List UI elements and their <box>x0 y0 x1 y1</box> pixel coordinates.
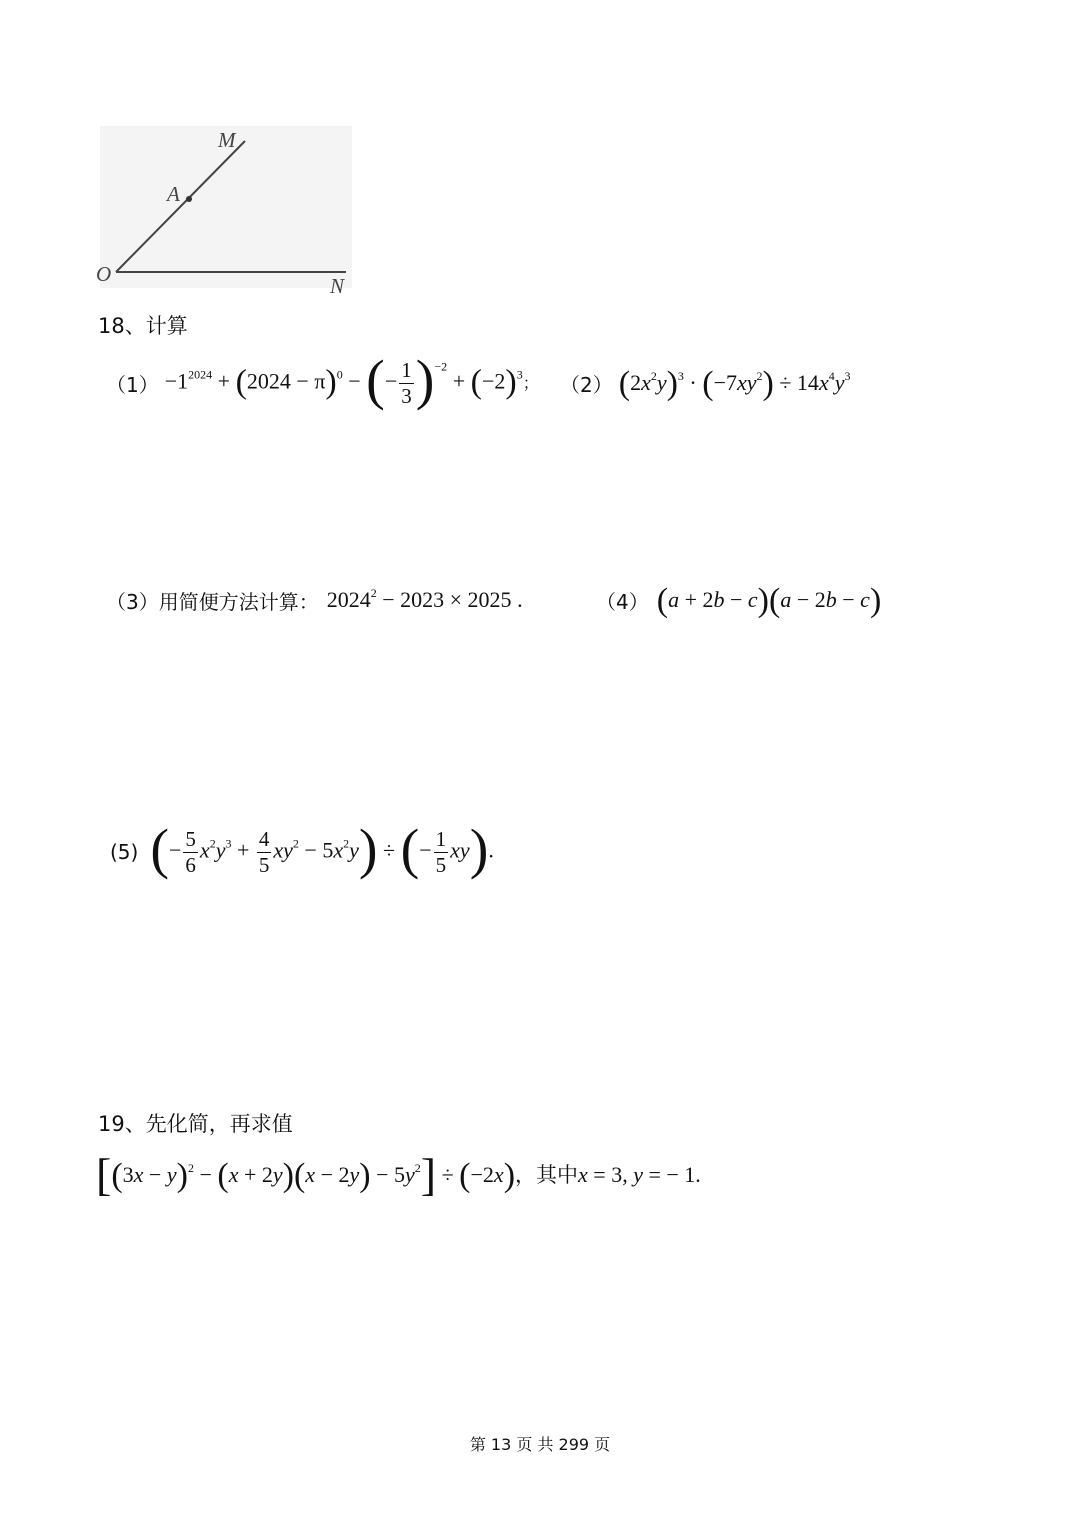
paren: ( <box>293 1157 306 1194</box>
part4-expression <box>656 582 882 619</box>
q19-minus2: − 2 <box>315 1162 350 1187</box>
p2-var-x: x <box>641 370 651 395</box>
p3-rest: − 2023 × 2025 <box>376 587 512 612</box>
p1-semicolon: ； <box>522 375 539 393</box>
p5-exp: 3 <box>225 836 232 851</box>
fraction-numerator: 1 <box>401 357 412 382</box>
p5-exp: 2 <box>292 836 299 851</box>
fraction-denominator: 3 <box>401 383 412 408</box>
part5-label: (5) <box>110 840 139 864</box>
p2-exp: 2 <box>650 369 657 383</box>
paren: ) <box>469 818 489 881</box>
q19-var-x: x <box>305 1162 316 1187</box>
p4-plus-2: + 2 <box>679 587 714 612</box>
q19-exp: 2 <box>187 1161 194 1175</box>
part3-label: （3）用简便方法计算： <box>106 589 319 614</box>
q19-plus2: + 2 <box>238 1162 273 1187</box>
fraction-denominator: 6 <box>185 852 196 877</box>
angle-figure <box>90 120 360 305</box>
p5-var-x: x <box>199 837 210 863</box>
p3-period: . <box>511 587 523 612</box>
p4-var-c: c <box>747 587 758 612</box>
p1-2024-pi: 2024 − π <box>246 368 326 394</box>
p5-var-xy: xy <box>450 837 470 863</box>
paren: ( <box>111 1157 123 1194</box>
p2-exp-4: 4 <box>828 369 835 383</box>
paren: ( <box>470 363 482 401</box>
paren: ( <box>459 1157 471 1194</box>
paren: ) <box>176 1157 188 1194</box>
q19-var-y: y <box>349 1162 360 1187</box>
fraction-denominator: 5 <box>258 852 270 877</box>
p5-div: ÷ <box>377 837 401 863</box>
label-n: N <box>330 274 345 298</box>
p4-minus: − <box>724 587 748 612</box>
p1-fraction <box>399 357 414 408</box>
q18-part1 <box>106 349 539 412</box>
q18-part5 <box>110 818 494 882</box>
paren: ) <box>358 818 378 881</box>
point-a <box>186 196 192 202</box>
p2-two: 2 <box>630 370 642 395</box>
p2-div: ÷ 14 <box>773 370 819 395</box>
p5-plus: + <box>231 837 255 863</box>
part3-expression <box>327 587 523 613</box>
p4-minus: − <box>836 587 861 612</box>
paren: ( <box>400 818 420 881</box>
q19-var-x: x <box>493 1162 504 1187</box>
q19-period: . <box>695 1162 701 1187</box>
part1-expression <box>164 349 539 412</box>
paren: ( <box>235 363 247 401</box>
p2-exp-3: 3 <box>677 369 684 383</box>
p1-exp-neg2: −2 <box>434 359 448 374</box>
p4-var-b: b <box>825 587 837 612</box>
p1-minus1: − <box>342 368 367 394</box>
p1-exp-2024: 2024 <box>188 367 213 382</box>
label-o: O <box>96 262 112 286</box>
p5-fraction <box>434 826 449 877</box>
part2-expression <box>618 365 851 402</box>
q18-part4 <box>596 580 881 620</box>
p5-var-y: y <box>215 837 226 863</box>
q19-neg2: −2 <box>470 1162 494 1187</box>
q19-minus: − <box>193 1162 218 1187</box>
label-m: M <box>218 128 236 152</box>
q19-eqm1: = − 1 <box>642 1162 696 1187</box>
fraction-numerator: 1 <box>435 826 447 851</box>
q19-var-y: y <box>272 1162 283 1187</box>
p1-exp-3: 3 <box>516 367 523 382</box>
p5-minus5: − 5 <box>298 837 334 863</box>
fraction-denominator: 5 <box>435 852 447 877</box>
p1-exp-0: 0 <box>336 367 343 382</box>
paren: ) <box>415 349 435 412</box>
paren: ( <box>366 349 385 412</box>
p2-var-xy: xy <box>737 370 757 395</box>
paren: ) <box>869 582 882 619</box>
p5-var-xy: xy <box>273 837 293 863</box>
bracket: [ <box>96 1149 112 1200</box>
q19-div: ÷ <box>436 1162 460 1187</box>
part1-label: （1） <box>106 372 159 397</box>
q19-var-x: x <box>133 1162 144 1187</box>
p2-var-y: y <box>656 370 667 395</box>
p1-plus2: + <box>447 368 471 394</box>
q19-var-y: y <box>405 1162 415 1187</box>
paren: ) <box>666 365 678 402</box>
p5-fraction <box>183 826 198 877</box>
q19-expression-line <box>96 1149 701 1200</box>
p4-var-a: a <box>780 587 792 612</box>
q18-part2 <box>560 358 850 408</box>
q19-var-x: x <box>228 1162 239 1187</box>
p4-var-a: a <box>668 587 680 612</box>
paren: ) <box>282 1157 294 1194</box>
paren: ( <box>769 582 781 619</box>
q18-part3 <box>106 582 523 618</box>
part2-label: （2） <box>560 372 613 397</box>
p3-2024: 2024 <box>326 587 371 612</box>
q19-where: ，其中 <box>515 1163 579 1187</box>
p5-var-y: y <box>349 837 359 863</box>
paren: ) <box>762 365 774 402</box>
p4-var-c: c <box>860 587 870 612</box>
p5-var-x: x <box>333 837 344 863</box>
q19-minus: − <box>143 1162 167 1187</box>
p2-exp-3: 3 <box>844 369 851 383</box>
page-footer: 第 13 页 共 299 页 <box>469 1435 611 1454</box>
p5-fraction <box>257 826 272 877</box>
paren: ) <box>325 363 337 401</box>
q19-expression <box>96 1149 701 1200</box>
p2-dot: · <box>683 370 703 395</box>
paren: ( <box>150 818 169 881</box>
p2-exp: 2 <box>756 369 763 383</box>
q19-eq3: = 3, <box>587 1162 634 1187</box>
p2-var-y: y <box>834 370 845 395</box>
p5-neg: − <box>169 837 182 863</box>
part5-expression <box>150 818 494 881</box>
p5-neg: − <box>419 837 432 863</box>
label-a: A <box>167 182 180 206</box>
p2-var-x: x <box>818 370 829 395</box>
p1-neg-one: −1 <box>164 368 189 394</box>
bracket: ] <box>420 1149 437 1200</box>
q19-minus5: − 5 <box>370 1162 405 1187</box>
p1-neg: − <box>384 368 398 394</box>
part4-label: （4） <box>596 589 649 614</box>
p4-minus-2: − 2 <box>791 587 826 612</box>
p1-neg2: −2 <box>481 368 506 394</box>
p4-var-b: b <box>713 587 725 612</box>
paren: ) <box>359 1157 371 1194</box>
p2-neg7: −7 <box>713 370 737 395</box>
paren: ( <box>702 365 714 402</box>
paren: ) <box>505 363 517 401</box>
q19-var-y: y <box>166 1162 177 1187</box>
q19-heading: 19、先化简，再求值 <box>98 1112 293 1136</box>
q19-var-y: y <box>633 1162 643 1187</box>
p3-exp-2: 2 <box>370 586 377 600</box>
paren: ) <box>757 582 769 619</box>
p1-plus1: + <box>212 368 236 394</box>
fraction-numerator: 4 <box>258 826 270 851</box>
paren: ( <box>656 582 669 619</box>
paren: ( <box>618 365 631 402</box>
paren: ( <box>217 1157 229 1194</box>
q19-three: 3 <box>122 1162 134 1187</box>
p5-exp: 2 <box>209 836 216 851</box>
q18-heading: 18、计算 <box>98 314 188 338</box>
q19-var-x: x <box>578 1162 588 1187</box>
p5-exp: 2 <box>343 836 350 851</box>
q19-exp: 2 <box>414 1161 421 1175</box>
paren: ) <box>503 1157 516 1194</box>
p5-period: . <box>488 837 494 863</box>
fraction-numerator: 5 <box>185 826 196 851</box>
